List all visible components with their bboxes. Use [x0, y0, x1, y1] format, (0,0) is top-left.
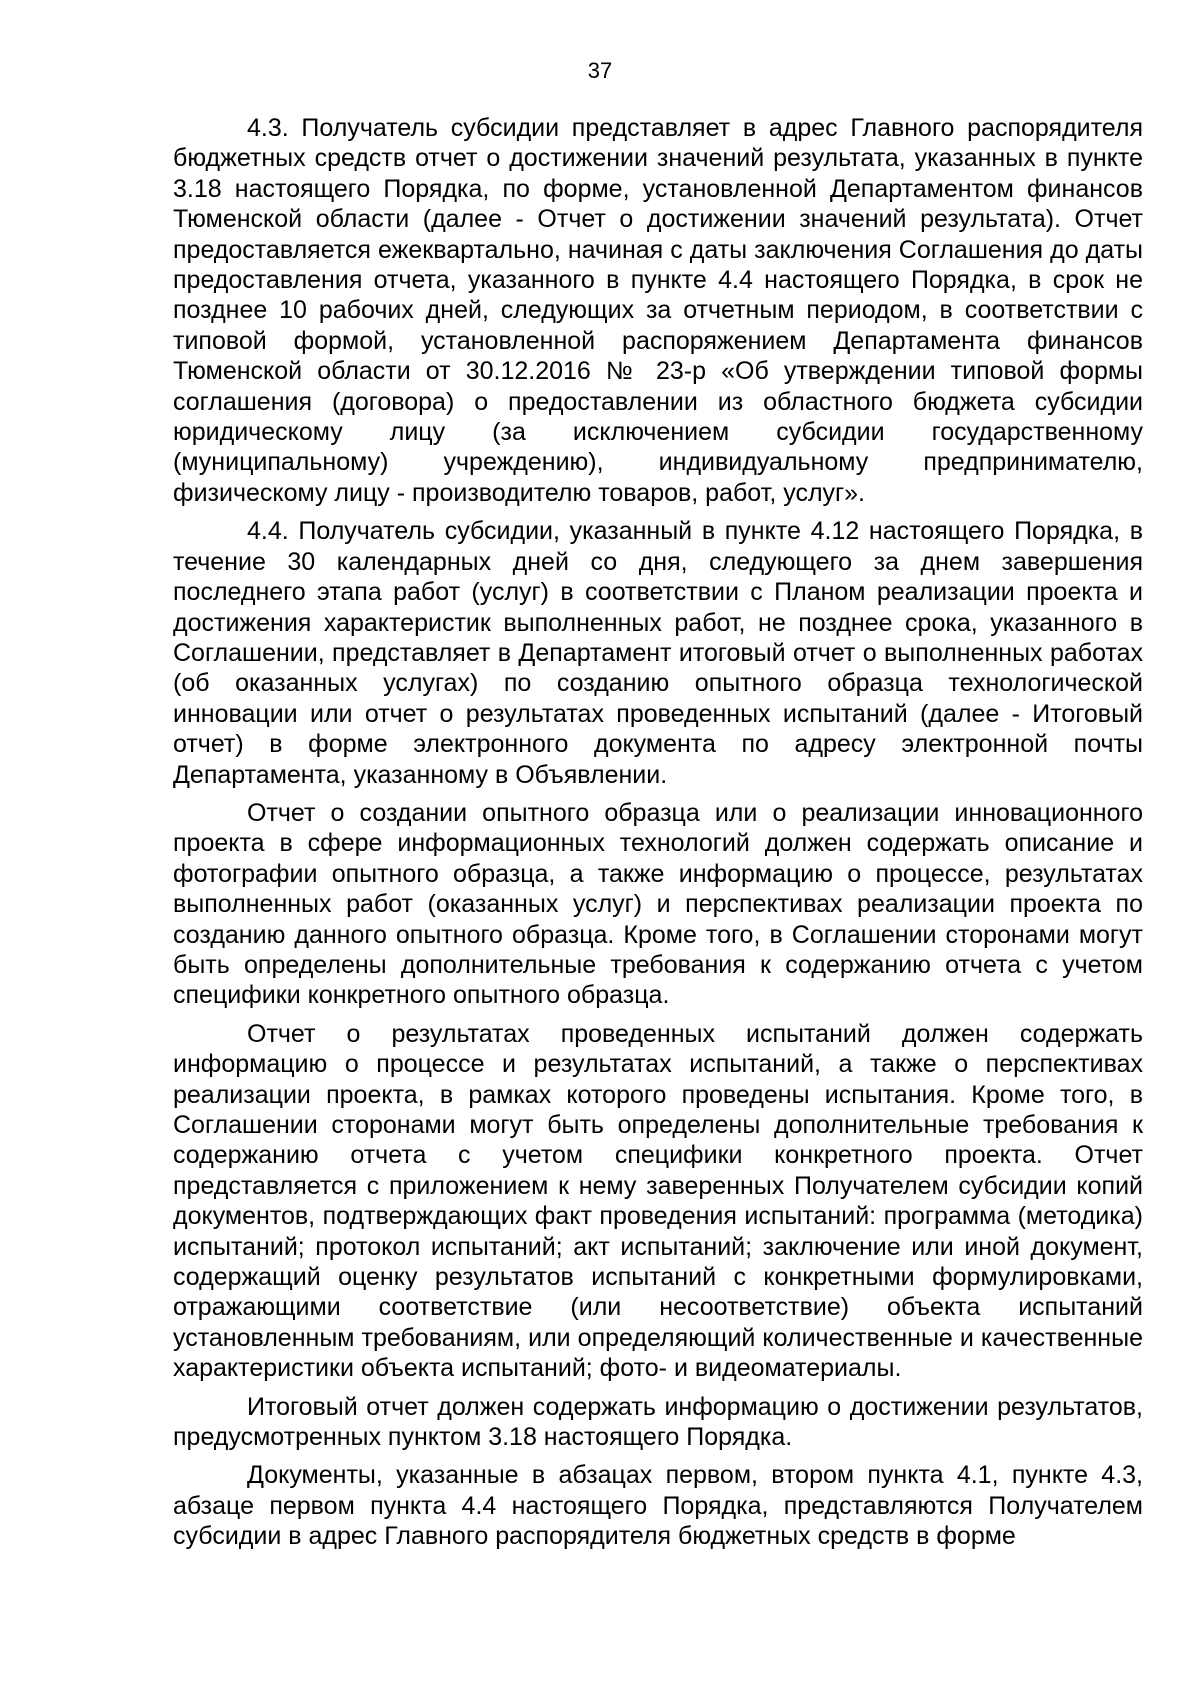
paragraph-4-4: 4.4. Получатель субсидии, указанный в пункте 4.12 настоящего Порядка, в течение 30 календарных дней со дня, следующего за днем завершения последнего этапа работ (услуг) в соответствии с Планом реализации проекта и достижения характеристик выполненных работ, не позднее срока, указанного в Соглашении, представляет в Департамент итоговый отчет о выполненных работах (об оказанных услугах) по созданию опытного образца технологической инновации или отчет о результатах проведенных испытаний (далее - Итоговый отчет) в форме электронного документа по адресу электронной почты Департамента, указанному в Объявлении.: [173, 517, 1143, 789]
paragraph-test-report: Отчет о результатах проведенных испытаний должен содержать информацию о процессе и результатах испытаний, а также о перспективах реализации проекта, в рамках которого проведены испытания. Кроме того, в Соглашении сторонами могут быть определены дополнительные требования к содержанию отчета с учетом специфики конкретного проекта. Отчет представляется с приложением к нему заверенных Получателем субсидии копий документов, подтверждающих факт проведения испытаний: программа (методика) испытаний; протокол испытаний; акт испытаний; заключение или иной документ, содержащий оценку результатов испытаний с конкретными формулировками, отражающими соответствие (или несоответствие) объекта испытаний установленным требованиям, или определяющий количественные и качественные характеристики объекта испытаний; фото- и видеоматериалы.: [173, 1019, 1143, 1383]
paragraph-4-3: 4.3. Получатель субсидии представляет в адрес Главного распорядителя бюджетных средств отчет о достижении значений результата, указанных в пункте 3.18 настоящего Порядка, по форме, установленной Департаментом финансов Тюменской области (далее - Отчет о достижении значений результата). Отчет предоставляется ежеквартально, начиная с даты заключения Соглашения до даты предоставления отчета, указанного в пункте 4.4 настоящего Порядка, в срок не позднее 10 рабочих дней, следующих за отчетным периодом, в соответствии с типовой формой, установленной распоряжением Департамента финансов Тюменской области от 30.12.2016 № 23-р «Об утверждении типовой формы соглашения (договора) о предоставлении из областного бюджета субсидии юридическому лицу (за исключением субсидии государственному (муниципальному) учреждению), индивидуальному предпринимателю, физическому лицу - производителю товаров, работ, услуг».: [173, 114, 1143, 507]
page-number: 37: [587, 58, 613, 83]
paragraph-prototype-report: Отчет о создании опытного образца или о реализации инновационного проекта в сфере информационных технологий должен содержать описание и фотографии опытного образца, а также информацию о процессе, результатах выполненных работ (оказанных услуг) и перспективах реализации проекта по созданию данного опытного образца. Кроме того, в Соглашении сторонами могут быть определены дополнительные требования к содержанию отчета с учетом специфики конкретного опытного образца.: [173, 798, 1143, 1010]
document-body: [173, 113, 1143, 1560]
paragraph-documents: Документы, указанные в абзацах первом, втором пункта 4.1, пункте 4.3, абзаце первом пункта 4.4 настоящего Порядка, представляются Получателем субсидии в адрес Главного распорядителя бюджетных средств в форме: [173, 1461, 1143, 1551]
paragraph-final-report: Итоговый отчет должен содержать информацию о достижении результатов, предусмотренных пунктом 3.18 настоящего Порядка.: [173, 1392, 1143, 1452]
